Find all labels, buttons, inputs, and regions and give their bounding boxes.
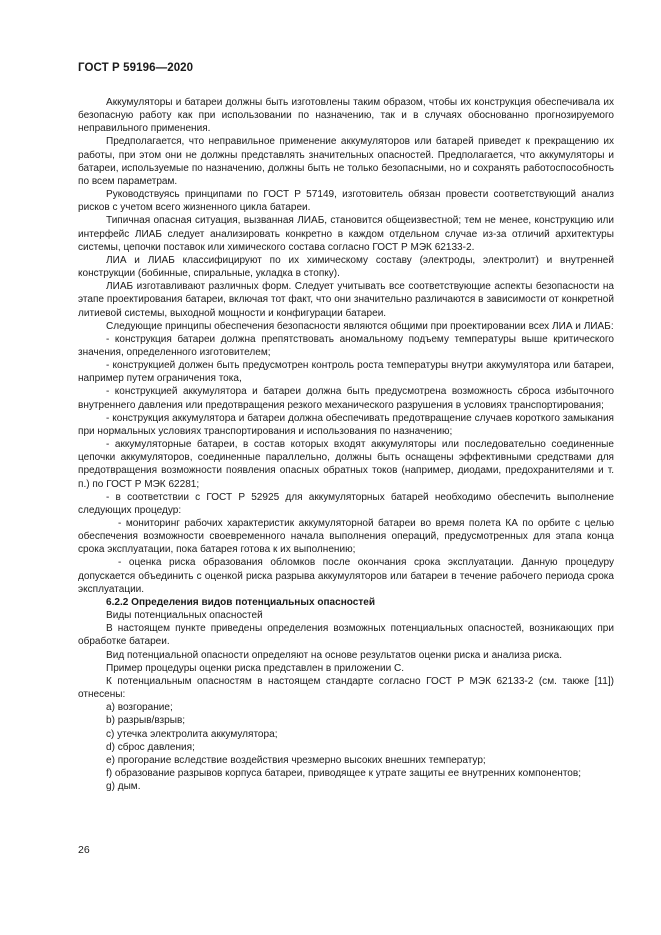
list-item: - конструкция батареи должна препятствовать аномальному подъему температуры выше критического значения, определенного изготовителем;	[78, 333, 614, 358]
list-item: b) разрыв/взрыв;	[106, 715, 186, 727]
page-number: 26	[78, 844, 90, 856]
paragraph: В настоящем пункте приведены определения возможных потенциальных опасностей, возникающих при обработке батареи.	[78, 623, 614, 648]
list-item: - конструкцией аккумулятора и батареи должна быть предусмотрена возможность сброса избыточного внутреннего давления или предотвращения резкого механического разрушения в условиях транспортирования;	[78, 386, 614, 411]
list-item: d) сброс давления;	[106, 741, 195, 753]
paragraph: Вид потенциальной опасности определяют на основе результатов оценки риска и анализа риска.	[106, 649, 562, 661]
document-header: ГОСТ Р 59196—2020	[78, 62, 194, 74]
paragraph: Виды потенциальных опасностей	[106, 610, 263, 622]
paragraph: Следующие принципы обеспечения безопасности являются общими при проектировании всех ЛИА и ЛИАБ:	[106, 320, 614, 332]
list-item: g) дым.	[106, 781, 141, 793]
paragraph: Пример процедуры оценки риска представлен в приложении С.	[106, 662, 405, 674]
sub-list-item: - оценка риска образования обломков после окончания срока эксплуатации. Данную процедуру допускается объединить с оценкой риска разрыва аккумуляторов или батареи в течение рабочего периода срока эксплуатации.	[78, 557, 614, 595]
section-heading: 6.2.2 Определения видов потенциальных опасностей	[106, 596, 376, 608]
list-item: - аккумуляторные батареи, в состав которых входят аккумуляторы или последовательно соединенные цепочки аккумуляторов, соединенные параллельно, должны быть оснащены эффективными средствами для предотвращения возможности появления опасных обратных токов (например, диодами, предохранителями и т. п.) по ГОСТ Р МЭК 62281;	[78, 439, 614, 490]
body-text	[78, 96, 614, 793]
list-item: f) образование разрывов корпуса батареи, приводящее к утрате защиты ее внутренних компонентов;	[106, 767, 582, 779]
paragraph: К потенциальным опасностям в настоящем стандарте согласно ГОСТ Р МЭК 62133-2 (см. также [11]) отнесены:	[78, 675, 614, 701]
list-item: - конструкцией должен быть предусмотрен контроль роста температуры внутри аккумулятора или батареи, например путем ограничения тока,	[78, 360, 614, 385]
paragraph: Предполагается, что неправильное применение аккумуляторов или батарей приведет к прекращению их работы, при этом они не должны представлять значительных опасностей. Предполагается, что аккумуляторы и батареи, используемые по назначению, должны быть не только безопасными, но и сохранять работоспособность по всем параметрам.	[78, 136, 614, 187]
paragraph: Типичная опасная ситуация, вызванная ЛИАБ, становится общеизвестной; тем не менее, конструкцию или интерфейс ЛИАБ следует анализировать конкретно в каждом отдельном случае из-за отличий архитектуры системы, цепочки поставок или химического состава согласно ГОСТ Р МЭК 62133-2.	[78, 215, 614, 253]
list-item: a) возгорание;	[106, 702, 173, 714]
sub-list-item: - мониторинг рабочих характеристик аккумуляторной батареи во время полета КА по орбите с целью обеспечения возможности своевременного начала выполнения операций, предусмотренных для этапа конца срока эксплуатации, пока батарея готова к их выполнению;	[78, 518, 614, 556]
paragraph: ЛИАБ изготавливают различных форм. Следует учитывать все соответствующие аспекты безопасности на этапе проектирования батареи, включая тот факт, что они значительно различаются в зависимости от конкретной литиевой системы, выходной мощности и конфигурации батареи.	[78, 281, 614, 319]
list-item: - в соответствии с ГОСТ Р 52925 для аккумуляторных батарей необходимо обеспечить выполнение следующих процедур:	[78, 491, 614, 516]
list-item: - конструкция аккумулятора и батареи должна обеспечивать предотвращение случаев короткого замыкания при нормальных условиях транспортирования и использования по назначению;	[78, 412, 614, 437]
paragraph: Руководствуясь принципами по ГОСТ Р 57149, изготовитель обязан провести соответствующий анализ рисков с учетом всего жизненного цикла батареи.	[78, 189, 614, 214]
list-item: c) утечка электролита аккумулятора;	[106, 728, 278, 740]
paragraph: ЛИА и ЛИАБ классифицируют по их химическому составу (электроды, электролит) и внутренней конструкции (бобинные, спиральные, укладка в стопку).	[78, 254, 614, 280]
paragraph: Аккумуляторы и батареи должны быть изготовлены таким образом, чтобы их конструкция обеспечивала их безопасную работу как при использовании по назначению, так и в случаях обоснованно прогнозируемого неправильного применения.	[78, 97, 614, 135]
list-item: e) прогорание вследствие воздействия чрезмерно высоких внешних температур;	[106, 754, 486, 766]
